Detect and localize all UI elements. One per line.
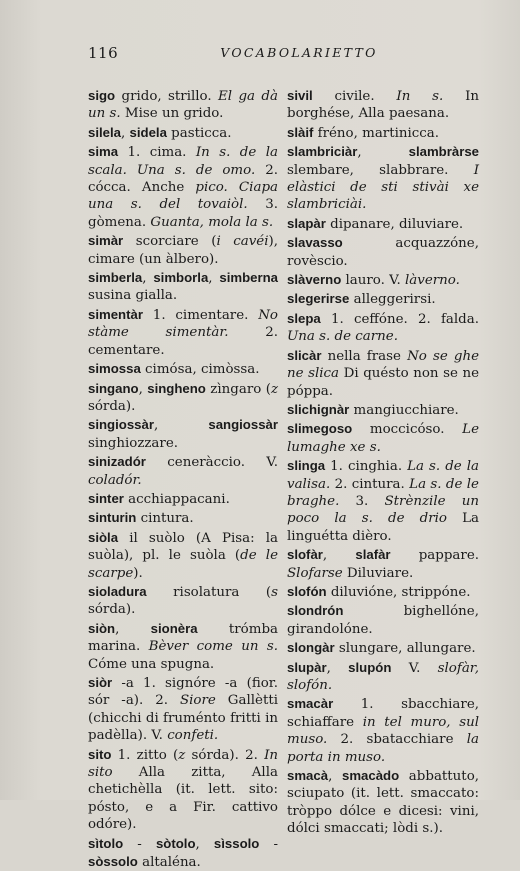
definition-text: acquazzóne, rovèscio.	[287, 236, 479, 269]
dictionary-entry	[287, 87, 479, 123]
headword: sivil	[287, 88, 313, 103]
dictionary-entry	[287, 124, 479, 142]
headword: slupàr	[287, 659, 327, 675]
dictionary-entry	[287, 401, 479, 419]
example-text: z	[178, 747, 186, 763]
headword: sigo	[88, 88, 116, 103]
dictionary-entry	[287, 583, 479, 601]
headword: slondrón	[287, 603, 344, 619]
example-text: La s. de le braghe.	[287, 476, 479, 509]
dictionary-entry	[88, 87, 278, 123]
definition-text: ,	[138, 381, 148, 397]
example-text: Guanta, mola la s.	[150, 214, 274, 230]
definition-text: Diluviare.	[342, 565, 414, 581]
definition-text: slembare, slabbrare.	[287, 162, 474, 178]
dictionary-entry	[88, 453, 278, 489]
dictionary-entry	[287, 767, 479, 838]
example-text: Bèver come un s.	[148, 639, 278, 655]
headword: simberla	[88, 270, 143, 286]
dictionary-entry	[287, 457, 479, 545]
right-column	[287, 87, 479, 838]
definition-text: ,	[195, 836, 214, 852]
definition-text: pasticca.	[166, 125, 232, 141]
left-column	[88, 87, 278, 871]
definition-text: acchiappacani.	[123, 491, 230, 507]
example-text: No stàme simentàr.	[88, 307, 278, 341]
example-text: in tel muro, sul muso.	[287, 714, 479, 748]
dictionary-entry	[287, 695, 479, 766]
headword: slapàr	[287, 215, 326, 231]
dictionary-entry	[88, 746, 278, 834]
example-text: s	[271, 584, 278, 600]
example-text: làverno.	[404, 273, 460, 289]
definition-text: 1. cimentare.	[142, 307, 259, 323]
dictionary-entry	[287, 347, 479, 400]
definition-text: bighellóne, girandolóne.	[287, 604, 479, 637]
example-text: Le lumaghe xe s.	[287, 422, 479, 455]
headword: slupón	[348, 659, 392, 675]
example-text: El ga dà un s.	[88, 89, 278, 122]
definition-text: 2. cementare.	[88, 325, 278, 358]
headword: slofàr	[287, 547, 323, 563]
definition-text: Gallètti (chicchi di fruménto fritti in padèlla). V.	[88, 693, 278, 744]
example-text: slofàr, slofón.	[287, 660, 479, 693]
definition-text: ), cimare (un àlbero).	[88, 234, 278, 267]
definition-text: ,	[322, 548, 356, 564]
headword: slongàr	[287, 640, 335, 656]
definition-text: pappare.	[390, 548, 479, 564]
dictionary-entry	[88, 232, 278, 268]
headword: sinter	[88, 490, 124, 506]
definition-text: 2. sbatacchiare	[327, 732, 467, 748]
headword: simentàr	[88, 306, 143, 322]
dictionary-entry	[88, 380, 278, 416]
dictionary-entry	[88, 674, 278, 745]
definition-text: ,	[153, 418, 209, 434]
dictionary-entry	[88, 529, 278, 582]
definition-text: zìngaro (	[205, 381, 271, 397]
definition-text: 2. cintura.	[330, 476, 410, 492]
definition-text: 1. cima.	[118, 145, 196, 161]
definition-text: Cóme una spugna.	[88, 656, 215, 672]
definition-text: il suòlo (A Pisa: la suòla), pl. le suòla (	[88, 530, 278, 564]
example-text: In s. de la scala. Una s. de omo.	[88, 145, 278, 178]
headword: siòn	[88, 620, 116, 636]
definition-text: dipanare, diluviare.	[325, 216, 464, 232]
headword: siòla	[88, 529, 119, 545]
definition-text: ,	[121, 125, 130, 141]
example-text: confeti.	[167, 728, 219, 744]
definition-text: -	[259, 836, 279, 852]
dictionary-entry	[88, 416, 278, 452]
example-text: Siore	[179, 693, 216, 709]
definition-text: sórda).	[88, 602, 136, 618]
definition-text: civile.	[312, 89, 397, 104]
definition-text: abbattuto, sciupato (it. lett. smaccato: tròppo dólce e dicesi: vini, dólci smaccati; lòdi s.).	[287, 769, 480, 837]
definition-text: diluvióne, strippóne.	[326, 584, 471, 600]
definition-text: nella frase	[321, 348, 408, 364]
headword: slicàr	[287, 347, 322, 363]
dictionary-entry	[88, 835, 278, 871]
dictionary-entry	[88, 509, 278, 527]
headword: smacà	[287, 768, 329, 784]
dictionary-entry	[287, 234, 479, 270]
example-text: coladór.	[88, 472, 142, 488]
headword: slegerirse	[287, 291, 350, 307]
headword: sito	[88, 746, 112, 762]
definition-text: cimósa, cimòssa.	[140, 362, 260, 378]
definition-text: sórda).	[88, 398, 136, 414]
example-text: la porta in muso.	[287, 732, 479, 765]
example-text: No se ghe ne slica	[287, 348, 479, 382]
dictionary-entry	[88, 269, 278, 305]
headword: smacàdo	[341, 768, 400, 784]
headword: slofón	[287, 583, 327, 599]
headword: sinturin	[88, 510, 137, 526]
definition-text: moccicóso.	[352, 422, 463, 438]
dictionary-entry	[88, 143, 278, 231]
definition-text: trómba marina.	[88, 621, 278, 655]
definition-text: 1. zitto (	[111, 747, 179, 763]
definition-text: altaléna.	[137, 855, 201, 871]
definition-text: ,	[142, 271, 154, 287]
headword: simborla	[153, 270, 209, 286]
definition-text: 2. cócca. Anche	[88, 162, 278, 196]
definition-text: fréno, martinicca.	[313, 125, 440, 141]
definition-text: In borghése, Alla paesana.	[287, 89, 479, 122]
dictionary-entry	[88, 124, 278, 142]
headword: sòssolo	[88, 854, 138, 870]
dictionary-entry	[287, 420, 479, 456]
dictionary-entry	[88, 583, 278, 619]
headword: sioladura	[88, 583, 147, 599]
headword: slepa	[287, 310, 321, 326]
definition-text: alleggerirsi.	[349, 292, 436, 308]
headword: sòtolo	[155, 835, 196, 851]
definition-text: scorciare (	[123, 234, 217, 250]
definition-text: 1. sbacchiare, schiaffare	[287, 697, 479, 730]
example-text: i cavéi	[216, 234, 269, 250]
definition-text: 3. gòmena.	[88, 197, 278, 230]
definition-text: Di quésto non se ne póppa.	[287, 366, 479, 399]
headword: singiossàr	[88, 417, 154, 433]
headword: smacàr	[287, 696, 334, 712]
definition-text: ceneràccio. V.	[145, 455, 278, 471]
dictionary-entry	[287, 310, 479, 346]
dictionary-entry	[287, 639, 479, 657]
definition-text: sórda). 2.	[185, 747, 265, 763]
headword: slinga	[287, 458, 326, 474]
definition-text: 3.	[339, 493, 385, 509]
page-number: 116	[88, 44, 119, 62]
definition-text: V.	[391, 660, 438, 676]
example-text: In s.	[396, 89, 444, 104]
dictionary-entry	[287, 546, 479, 582]
headword: slafàr	[355, 547, 391, 563]
example-text: z	[270, 381, 278, 397]
headword: sìssolo	[213, 835, 260, 851]
definition-text: 1. cinghia.	[325, 459, 408, 475]
headword: simossa	[88, 361, 141, 377]
headword: simàr	[88, 233, 124, 249]
definition-text: mangiucchiare.	[349, 402, 459, 418]
definition-text: cintura.	[136, 511, 194, 527]
dictionary-entry	[88, 360, 278, 378]
definition-text: singhiozzare.	[88, 435, 178, 451]
headword: singano	[88, 380, 139, 396]
definition-text: -a 1. signóre -a (fior. sór -a). 2.	[88, 676, 278, 709]
dictionary-entry	[88, 306, 278, 359]
definition-text: ,	[328, 769, 342, 785]
example-text: Slofarse	[287, 565, 343, 581]
headword: siòr	[88, 675, 113, 690]
definition-text: -	[123, 836, 156, 852]
example-text: Strènzile un poco la s. de drio	[287, 493, 479, 527]
running-title: VOCABOLARIETTO	[220, 45, 378, 60]
dictionary-entry	[88, 490, 278, 508]
headword: slàif	[287, 124, 314, 140]
example-text: In sito	[88, 747, 279, 781]
headword: singheno	[147, 380, 206, 396]
example-text: pico. Ciapa una s. del tovaiòl.	[88, 180, 278, 213]
definition-text: ,	[208, 271, 220, 287]
headword: sìtolo	[88, 835, 124, 851]
definition-text: lauro. V.	[341, 273, 405, 289]
dictionary-entry	[287, 143, 479, 214]
dictionary-entry	[287, 659, 479, 695]
example-text: de le scarpe	[88, 548, 278, 581]
definition-text: 1. ceffóne. 2. falda.	[320, 311, 479, 327]
definition-text: Mise un grido.	[120, 106, 224, 122]
dictionary-entry	[287, 215, 479, 233]
example-text: Una s. de carne.	[287, 329, 398, 345]
dictionary-entry	[287, 290, 479, 308]
headword: sinizadór	[88, 454, 146, 470]
example-text: I elàstici de sti stivài xe slambriciài.	[287, 162, 479, 213]
headword: slimegoso	[287, 421, 353, 437]
headword: sangiossàr	[208, 417, 278, 433]
definition-text: grido, strillo.	[115, 89, 219, 104]
headword: sima	[88, 144, 119, 160]
dictionary-entry	[88, 620, 278, 673]
headword: sidela	[129, 124, 167, 140]
definition-text: La linguétta dièro.	[287, 511, 479, 544]
definition-text: risolatura (	[146, 584, 272, 600]
definition-text: Alla zitta, Alla chetichèlla (it. lett. sito: pósto, e a Fir. cattivo odóre).	[88, 765, 278, 833]
definition-text: ,	[115, 621, 151, 637]
headword: simberna	[219, 270, 279, 286]
headword: slavasso	[287, 235, 343, 251]
headword: sionèra	[150, 620, 198, 636]
definition-text: susina gialla.	[88, 288, 178, 304]
example-text: La s. de la valisa.	[287, 459, 479, 492]
page-header	[88, 44, 480, 66]
definition-text: slungare, allungare.	[334, 641, 476, 657]
dictionary-entry	[287, 602, 479, 638]
headword: slambràrse	[408, 144, 479, 160]
definition-text: ,	[326, 660, 349, 676]
headword: slambriciàr	[287, 144, 358, 160]
definition-text: ,	[357, 145, 409, 161]
headword: silela	[88, 124, 121, 140]
headword: slichignàr	[287, 401, 350, 417]
dictionary-entry	[287, 271, 479, 289]
headword: slàverno	[287, 272, 342, 288]
definition-text: ).	[133, 565, 143, 581]
